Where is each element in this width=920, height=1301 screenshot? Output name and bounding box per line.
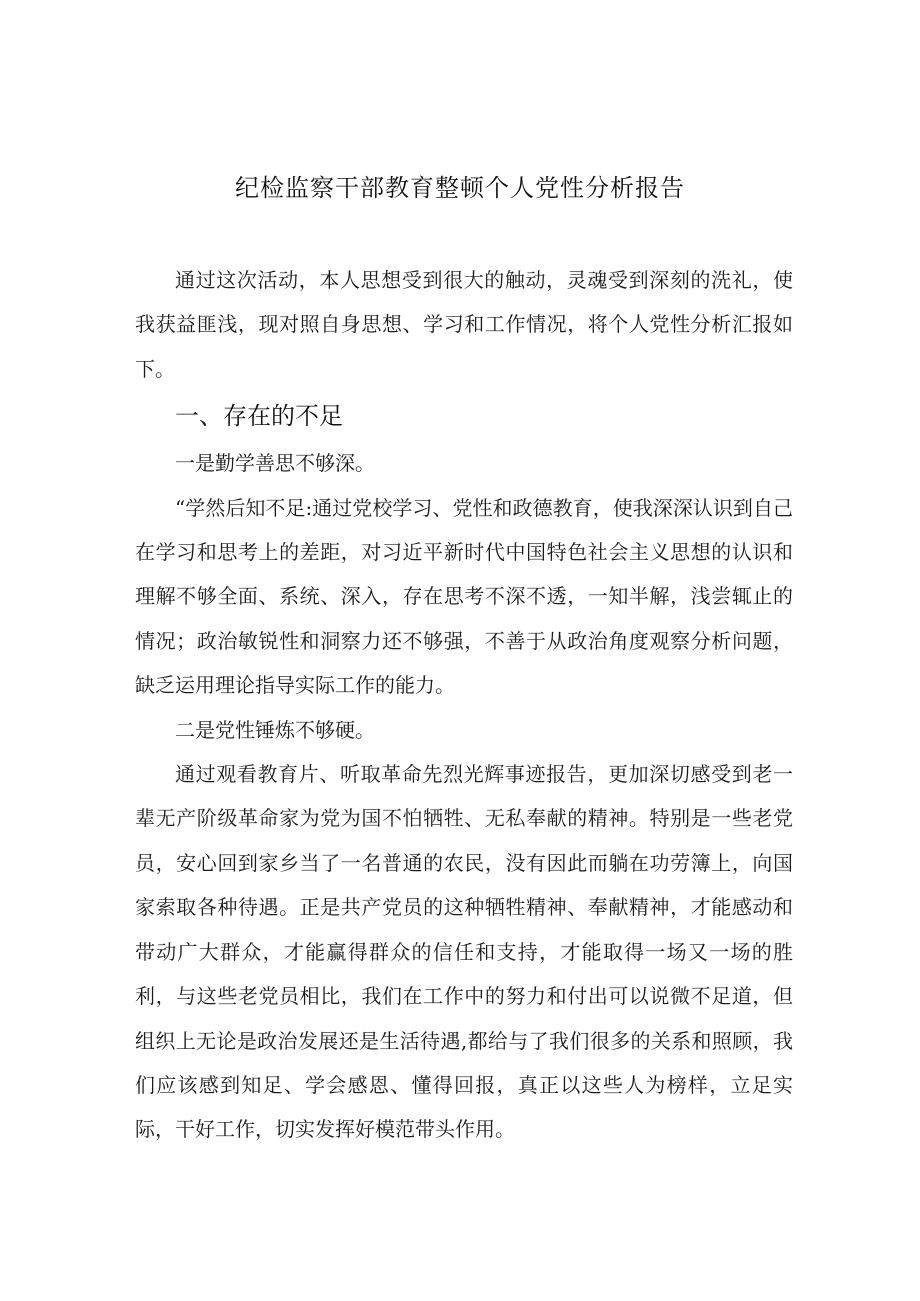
document-title: 纪检监察干部教育整顿个人党性分析报告 — [235, 174, 685, 202]
document-body — [135, 258, 793, 1152]
point-2-body: 通过观看教育片、听取革命先烈光辉事迹报告，更加深切感受到老一辈无产阶级革命家为党为国不怕牺牲、无私奉献的精神。特别是一些老党员，安心回到家乡当了一名普通的农民，没有因此而躺在功劳簿上，向国家索取各种待遇。正是共产党员的这种牺牲精神、奉献精神，才能感动和带动广大群众，才能赢得群众的信任和支持，才能取得一场又一场的胜利，与这些老党员相比，我们在工作中的努力和付出可以说微不足道，但组织上无论是政治发展还是生活待遇,都给与了我们很多的关系和照顾，我们应该感到知足、学会感恩、懂得回报，真正以这些人为榜样，立足实际，干好工作，切实发挥好模范带头作用。 — [135, 762, 793, 1142]
point-1-title: 一是勤学善思不够深。 — [175, 451, 375, 476]
point-1-body: “学然后知不足:通过党校学习、党性和政德教育，使我深深认识到自己在学习和思考上的差距，对习近平新时代中国特色社会主义思想的认识和理解不够全面、系统、深入，存在思考不深不透，一知半解，浅尝辄止的情况；政治敏锐性和洞察力还不够强，不善于从政治角度观察分析问题，缺乏运用理论指导实际工作的能力。 — [135, 495, 793, 698]
point-2-title: 二是党性锤炼不够硬。 — [175, 717, 375, 742]
section-heading: 一、存在的不足 — [175, 402, 343, 431]
intro-paragraph: 通过这次活动，本人思想受到很大的触动，灵魂受到深刻的洗礼，使我获益匪浅，现对照自身思想、学习和工作情况，将个人党性分析汇报如下。 — [135, 268, 793, 381]
